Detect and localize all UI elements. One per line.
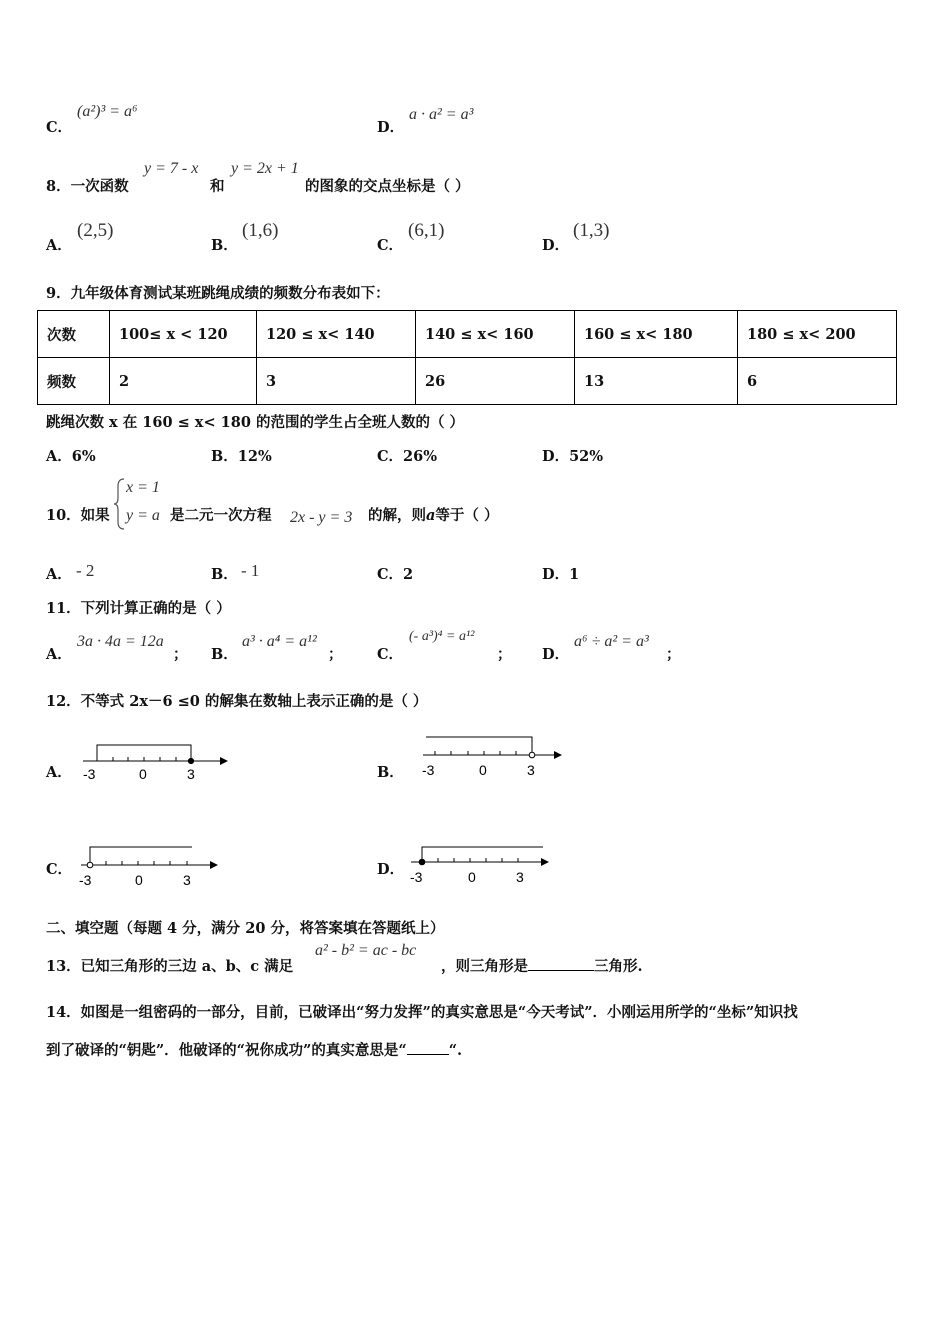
tick-label: 0 — [479, 762, 487, 778]
frequency-table — [37, 310, 897, 405]
q13-stem-prefix: 13．已知三角形的三边 a、b、c 满足 — [46, 958, 294, 975]
q8-option-b-value: (1,6) — [242, 220, 279, 241]
q12-option-d-label: D． — [377, 861, 405, 878]
table-cell: 140 ≤ x< 160 — [416, 311, 575, 358]
tick-label: 3 — [527, 762, 535, 778]
q10-option-a-label: A． — [46, 566, 72, 583]
q11-separator: ； — [497, 646, 512, 663]
tick-label: 3 — [516, 869, 524, 885]
q9-option-d-label: D． — [542, 448, 570, 465]
q9-stem: 9．九年级体育测试某班跳绳成绩的频数分布表如下： — [46, 285, 390, 302]
q14-answer-blank[interactable] — [407, 1040, 449, 1055]
q10-option-a-value: - 2 — [76, 561, 95, 580]
table-cell: 2 — [110, 358, 257, 405]
q9-option-a — [46, 445, 96, 466]
table-cell: 13 — [575, 358, 738, 405]
system-brace-icon — [113, 478, 125, 530]
q13-stem-suffix — [441, 955, 643, 976]
q8-stem-and: 和 — [210, 178, 225, 195]
q12-option-c-label: C． — [46, 861, 73, 878]
q13-answer-blank[interactable] — [528, 956, 594, 971]
q10-stem-suffix — [368, 504, 498, 525]
table-row — [38, 358, 897, 405]
q10-var-a: a — [426, 507, 436, 524]
q10-option-d — [542, 563, 579, 584]
tick-label: 0 — [139, 766, 147, 782]
q9-option-c — [377, 445, 437, 466]
tick-label: 3 — [183, 872, 191, 888]
tick-label: -3 — [422, 762, 435, 778]
q14-line-2 — [46, 1039, 462, 1060]
q11-option-c-label: C． — [377, 646, 404, 663]
q10-system-eq2: y = a — [126, 507, 160, 524]
table-row — [38, 311, 897, 358]
q9-option-d-value: 52% — [569, 448, 604, 465]
q14-line-2-suffix: “. — [448, 1042, 463, 1059]
q8-function-1: y = 7 - x — [144, 160, 199, 177]
q10-option-d-value: 1 — [569, 566, 580, 583]
q11-option-a-formula: 3a · 4a = 12a — [77, 633, 164, 650]
q12-option-b-label: B． — [377, 764, 404, 781]
q9-option-b — [211, 445, 272, 466]
q10-suffix-b: 等于（ ） — [435, 507, 499, 524]
number-line-d — [408, 838, 558, 888]
q11-stem: 11．下列计算正确的是（ ） — [46, 600, 231, 617]
q11-option-d-formula: a⁶ ÷ a² = a³ — [574, 633, 649, 650]
table-row-header: 频数 — [38, 358, 110, 405]
q11-option-b-label: B． — [211, 646, 238, 663]
q9-option-b-value: 12% — [237, 448, 272, 465]
q10-suffix-a: 的解，则 — [368, 507, 426, 524]
table-cell: 160 ≤ x< 180 — [575, 311, 738, 358]
q9-option-a-value: 6% — [71, 448, 96, 465]
q12-option-a-label: A． — [46, 764, 72, 781]
q10-stem-prefix: 10．如果 — [46, 507, 110, 524]
q10-equation: 2x - y = 3 — [290, 509, 353, 526]
q13-equation: a² - b² = ac - bc — [315, 942, 417, 959]
q10-option-c-label: C． — [377, 566, 404, 583]
q7-option-d-label: D． — [377, 119, 405, 136]
q8-stem-suffix: 的图象的交点坐标是（ ） — [305, 178, 470, 195]
q8-option-c-value: (6,1) — [408, 220, 445, 241]
tick-label: -3 — [79, 872, 92, 888]
q10-option-b-label: B． — [211, 566, 238, 583]
q8-option-a-value: (2,5) — [77, 220, 114, 241]
q10-option-d-label: D． — [542, 566, 570, 583]
q8-option-d-value: (1,3) — [573, 220, 610, 241]
q11-option-d-label: D． — [542, 646, 570, 663]
section-2-title: 二、填空题（每题 4 分，满分 20 分，将答案填在答题纸上） — [46, 920, 445, 937]
q10-option-b-value: - 1 — [241, 561, 260, 580]
q13-suffix-b: 三角形. — [594, 958, 643, 975]
q9-option-d — [542, 445, 603, 466]
q9-option-c-value: 26% — [403, 448, 438, 465]
q12-stem: 12．不等式 2x－6 ≤0 的解集在数轴上表示正确的是（ ） — [46, 693, 428, 710]
q11-separator: ； — [328, 646, 343, 663]
table-cell: 6 — [738, 358, 897, 405]
q8-option-c-label: C． — [377, 237, 404, 254]
q11-option-a-label: A． — [46, 646, 72, 663]
q9-option-c-label: C． — [377, 448, 404, 465]
tick-label: 0 — [468, 869, 476, 885]
q10-option-c-value: 2 — [403, 566, 414, 583]
q7-option-d-formula: a · a² = a³ — [409, 106, 474, 123]
q7-option-c-formula: (a²)³ = a⁶ — [77, 103, 138, 120]
table-cell: 3 — [257, 358, 416, 405]
q13-suffix-a: ，则三角形是 — [441, 958, 528, 975]
table-cell: 100≤ x < 120 — [110, 311, 257, 358]
q7-option-c-label: C． — [46, 119, 73, 136]
q8-option-b-label: B． — [211, 237, 238, 254]
number-line-a — [80, 738, 230, 788]
q10-stem-middle: 是二元一次方程 — [170, 507, 272, 524]
q11-separator: ； — [666, 646, 681, 663]
q14-line-1: 14．如图是一组密码的一部分，目前，已破译出“努力发挥”的真实意思是“今天考试”．小刚运用所学的“坐标”知识找 — [46, 1004, 798, 1021]
table-row-header: 次数 — [38, 311, 110, 358]
q11-option-b-formula: a³ · a⁴ = a¹² — [242, 633, 317, 650]
table-cell: 180 ≤ x< 200 — [738, 311, 897, 358]
q10-system-eq1: x = 1 — [126, 479, 160, 496]
q10-option-c — [377, 563, 413, 584]
q8-stem-prefix: 8．一次函数 — [46, 178, 129, 195]
q8-function-2: y = 2x + 1 — [231, 160, 299, 177]
q11-option-c-formula: (- a³)⁴ = a¹² — [409, 629, 475, 644]
tick-label: -3 — [410, 869, 423, 885]
tick-label: -3 — [83, 766, 96, 782]
q9-option-b-label: B． — [211, 448, 238, 465]
number-line-c — [78, 838, 228, 888]
q8-option-d-label: D． — [542, 237, 570, 254]
tick-label: 3 — [187, 766, 195, 782]
q11-separator: ； — [173, 646, 188, 663]
table-cell: 120 ≤ x< 140 — [257, 311, 416, 358]
number-line-b — [420, 730, 570, 780]
table-cell: 26 — [416, 358, 575, 405]
q9-option-a-label: A． — [46, 448, 72, 465]
tick-label: 0 — [135, 872, 143, 888]
q14-line-2-prefix: 到了破译的“钥匙”．他破译的“祝你成功”的真实意思是“ — [46, 1042, 407, 1059]
q8-option-a-label: A． — [46, 237, 72, 254]
q9-question: 跳绳次数 x 在 160 ≤ x< 180 的范围的学生占全班人数的（ ） — [46, 414, 465, 431]
